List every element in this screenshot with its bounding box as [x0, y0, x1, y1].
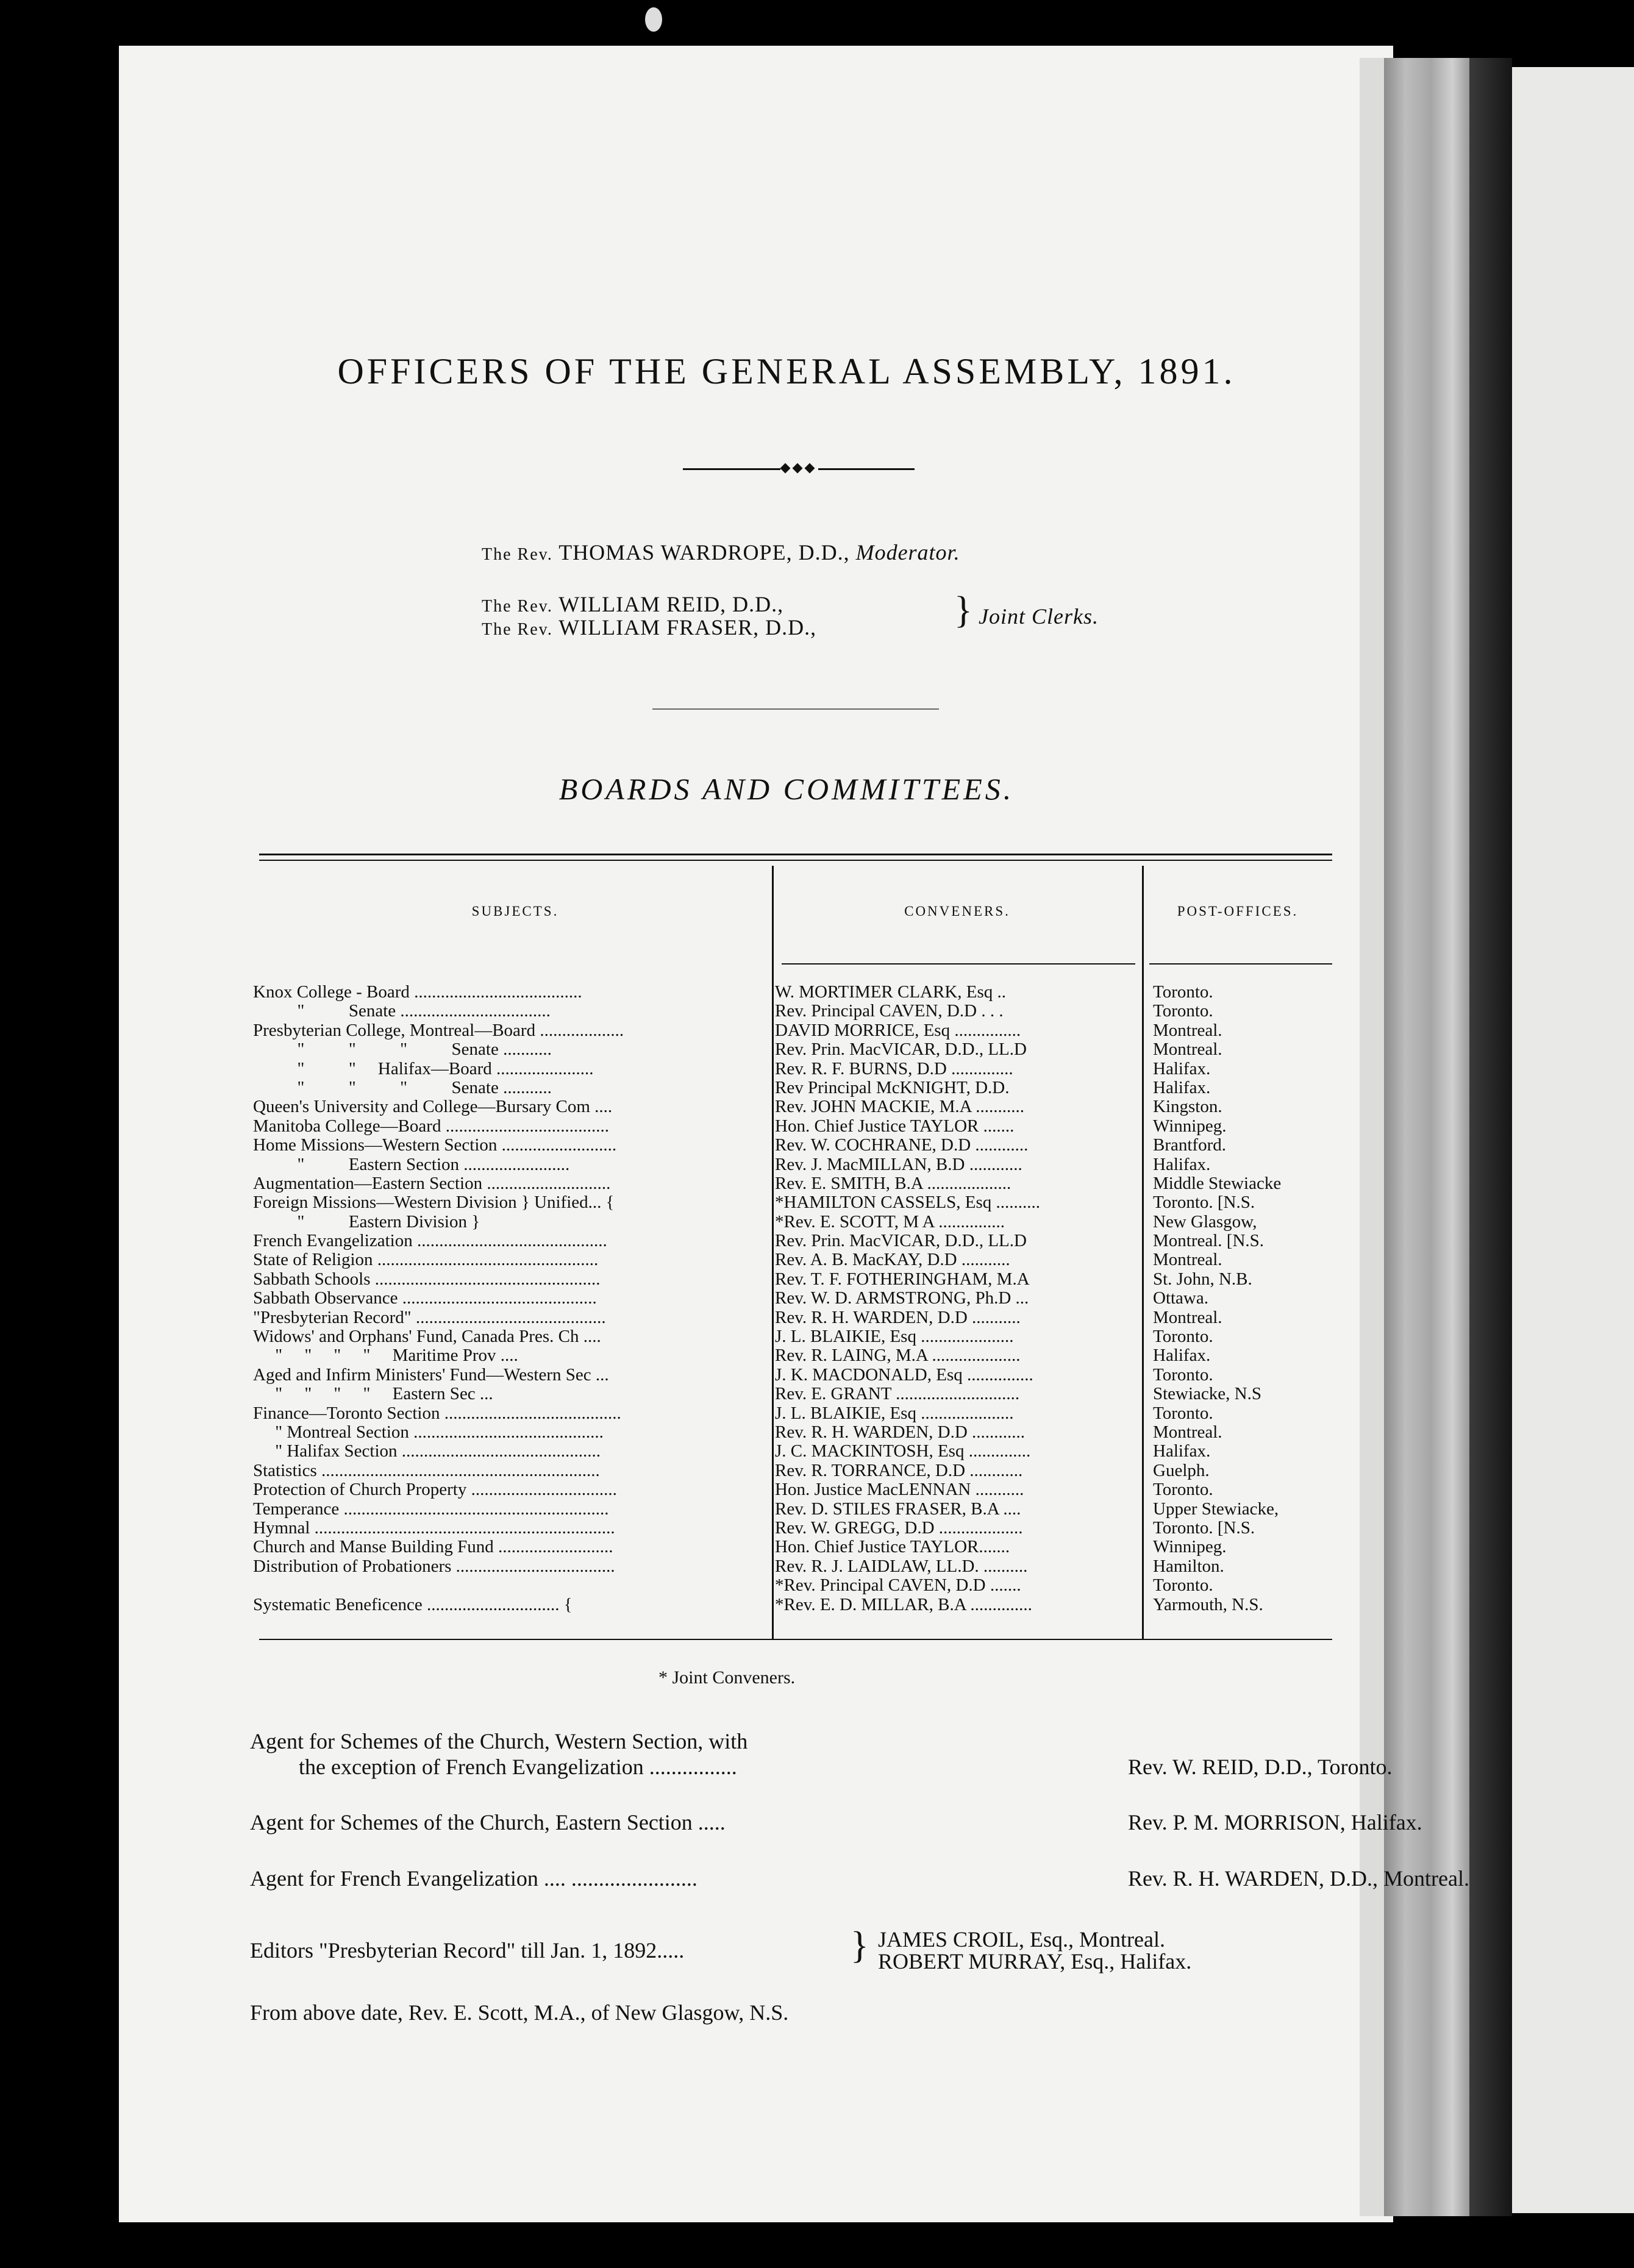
post-office-cell: St. John, N.B. [1153, 1269, 1252, 1289]
subject-cell: " Eastern Division } [253, 1212, 480, 1232]
subject-cell: Home Missions—Western Section .......................... [253, 1136, 617, 1155]
subject-cell: Hymnal .................................................................... [253, 1518, 615, 1538]
post-office-cell: Montreal. [1153, 1040, 1222, 1060]
page-edge [1360, 58, 1384, 2216]
subject-cell: Statistics ............................................................... [253, 1461, 600, 1480]
convener-cell: J. L. BLAIKIE, Esq ..................... [775, 1403, 1014, 1423]
subject-cell: "Presbyterian Record" ........................................... [253, 1308, 606, 1327]
clerk1-prefix: The Rev. [482, 597, 553, 616]
table-row [253, 1576, 1338, 1595]
table-row [253, 1461, 1338, 1480]
convener-cell: J. L. BLAIKIE, Esq ..................... [775, 1327, 1014, 1347]
clerk-line-2 [482, 615, 816, 640]
table-row [253, 1385, 1338, 1403]
table-bottom-rule [259, 1639, 1332, 1640]
post-office-cell: Hamilton. [1153, 1557, 1224, 1576]
subject-cell: " " " Senate ........... [253, 1040, 552, 1060]
table-row [253, 983, 1338, 1002]
subject-cell: Sabbath Observance ............................................ [253, 1289, 597, 1308]
table-row [253, 1327, 1338, 1346]
convener-cell: Rev. J. MacMILLAN, B.D ............ [775, 1155, 1022, 1174]
convener-cell: Rev. D. STILES FRASER, B.A .... [775, 1499, 1021, 1519]
convener-cell: J. K. MACDONALD, Esq ............... [775, 1365, 1033, 1385]
footnote: * Joint Conveners. [658, 1667, 796, 1688]
table-row [253, 1040, 1338, 1059]
post-office-cell: Middle Stewiacke [1153, 1174, 1282, 1193]
post-office-cell: Toronto. [1153, 983, 1213, 1002]
moderator-name: THOMAS WARDROPE, D.D., [558, 540, 850, 565]
editors [250, 1927, 1347, 1981]
header-rule-post [1149, 963, 1332, 965]
editors-name-1: JAMES CROIL, Esq., Montreal. [878, 1927, 1165, 1952]
post-office-cell: Toronto. [1153, 1480, 1213, 1500]
table-row [253, 1308, 1338, 1327]
table-row [253, 1117, 1338, 1136]
convener-cell: Rev. E. SMITH, B.A ................... [775, 1174, 1011, 1193]
subject-cell: Aged and Infirm Ministers' Fund—Western Sec ... [253, 1365, 609, 1385]
subject-cell: " Halifax Section ............................................. [253, 1442, 601, 1461]
moderator-role: Moderator. [855, 540, 960, 565]
post-office-cell: Toronto. [1153, 1002, 1213, 1021]
page-title: OFFICERS OF THE GENERAL ASSEMBLY, 1891. [337, 351, 1236, 391]
table-row [253, 1346, 1338, 1365]
convener-cell: Rev. R. J. LAIDLAW, LL.D. .......... [775, 1557, 1028, 1576]
convener-cell: Hon. Justice MacLENNAN ........... [775, 1480, 1024, 1500]
subject-cell: Protection of Church Property ................................. [253, 1480, 617, 1500]
header-rule-conveners [782, 963, 1135, 965]
post-office-cell: Montreal. [N.S. [1153, 1232, 1265, 1251]
convener-cell: Hon. Chief Justice TAYLOR ....... [775, 1116, 1015, 1136]
agent-french-label: Agent for French Evangelization .... ....................... [250, 1866, 697, 1891]
table-row [253, 1193, 1338, 1212]
table-row [253, 1136, 1338, 1155]
convener-cell: *Rev. Principal CAVEN, D.D ....... [775, 1576, 1021, 1596]
convener-cell: Rev. R. F. BURNS, D.D .............. [775, 1059, 1013, 1079]
table-row [253, 1213, 1338, 1232]
subject-cell: " " Halifax—Board ...................... [253, 1059, 594, 1079]
agent-eastern-label: Agent for Schemes of the Church, Eastern Section ..... [250, 1810, 726, 1835]
subject-cell: Church and Manse Building Fund .......................... [253, 1538, 613, 1557]
subject-cell: " Eastern Section ........................ [253, 1155, 570, 1174]
clerk1-name: WILLIAM REID, D.D., [558, 592, 784, 616]
header-subjects: SUBJECTS. [471, 904, 559, 919]
convener-cell: Rev. W. GREGG, D.D ................... [775, 1518, 1023, 1538]
clerks-role: Joint Clerks. [979, 604, 1099, 629]
agent-western-name: Rev. W. REID, D.D., Toronto. [1128, 1755, 1393, 1779]
convener-cell: *Rev. E. D. MILLAR, B.A .............. [775, 1595, 1032, 1614]
editors-brace: } [851, 1925, 869, 1966]
header-post-offices: POST-OFFICES. [1177, 904, 1299, 919]
subject-cell: Systematic Beneficence .............................. { [253, 1595, 573, 1614]
section-title: BOARDS AND COMMITTEES. [558, 772, 1015, 806]
subject-cell: " " " Senate ........... [253, 1078, 552, 1097]
scan-speck [645, 7, 662, 32]
table-row [253, 1155, 1338, 1174]
editors-label: Editors "Presbyterian Record" till Jan. 1, 1892..... [250, 1938, 685, 1963]
subject-cell: Distribution of Probationers .................................... [253, 1557, 615, 1576]
table-row [253, 1423, 1338, 1442]
subject-cell: Finance—Toronto Section ........................................ [253, 1403, 621, 1423]
post-office-cell: Toronto. [1153, 1576, 1213, 1596]
agent-western-line1: Agent for Schemes of the Church, Western Section, with [250, 1729, 748, 1753]
convener-cell: Rev. JOHN MACKIE, M.A ........... [775, 1097, 1024, 1117]
table-top-rule-2 [259, 860, 1332, 861]
committee-rows [253, 983, 1338, 1614]
agent-western [250, 1728, 1393, 1780]
convener-cell: Rev. R. TORRANCE, D.D ............ [775, 1461, 1023, 1480]
divider-rule [652, 708, 939, 710]
convener-cell: Rev. E. GRANT ............................ [775, 1385, 1020, 1404]
post-office-cell: Brantford. [1153, 1136, 1226, 1155]
table-row [253, 1021, 1338, 1040]
clerk2-name: WILLIAM FRASER, D.D., [558, 615, 817, 640]
table-row [253, 1250, 1338, 1269]
post-office-cell: Montreal. [1153, 1250, 1222, 1270]
table-top-rule [259, 854, 1332, 855]
post-office-cell: Stewiacke, N.S [1153, 1385, 1261, 1404]
convener-cell: Rev. R. H. WARDEN, D.D ........... [775, 1308, 1021, 1327]
post-office-cell: Halifax. [1153, 1346, 1211, 1366]
post-office-cell: Halifax. [1153, 1078, 1211, 1097]
convener-cell: Rev. A. B. MacKAY, D.D ........... [775, 1250, 1010, 1270]
convener-cell: W. MORTIMER CLARK, Esq .. [775, 983, 1007, 1002]
editors-name-2: ROBERT MURRAY, Esq., Halifax. [878, 1949, 1192, 1974]
post-office-cell: Halifax. [1153, 1155, 1211, 1174]
post-office-cell: Montreal. [1153, 1422, 1222, 1442]
post-office-cell: Halifax. [1153, 1059, 1211, 1079]
header-conveners: CONVENERS. [904, 904, 1010, 919]
post-office-cell: Winnipeg. [1153, 1538, 1227, 1557]
convener-cell: Rev. Principal CAVEN, D.D . . . [775, 1002, 1004, 1021]
spine-shadow [1469, 58, 1512, 2216]
agent-eastern-name: Rev. P. M. MORRISON, Halifax. [1128, 1810, 1422, 1835]
table-row [253, 1557, 1338, 1576]
table-row [253, 1480, 1338, 1499]
convener-cell: Rev. Prin. MacVICAR, D.D., LL.D [775, 1040, 1027, 1060]
table-row [253, 1366, 1338, 1385]
convener-cell: J. C. MACKINTOSH, Esq .............. [775, 1442, 1031, 1461]
convener-cell: Rev. R. H. WARDEN, D.D ............ [775, 1422, 1026, 1442]
subject-cell: " " " " Eastern Sec ... [253, 1385, 493, 1404]
subject-cell: Augmentation—Eastern Section ............................ [253, 1174, 611, 1193]
post-office-cell: Kingston. [1153, 1097, 1222, 1117]
table-row [253, 1289, 1338, 1308]
agent-french-name: Rev. R. H. WARDEN, D.D., Montreal. [1128, 1866, 1469, 1891]
convener-cell: Hon. Chief Justice TAYLOR....... [775, 1538, 1010, 1557]
post-office-cell: Toronto. [N.S. [1153, 1518, 1255, 1538]
table-row [253, 1500, 1338, 1519]
subject-cell: " Senate .................................. [253, 1002, 551, 1021]
subject-cell: " " " " Maritime Prov .... [253, 1346, 518, 1366]
subject-cell: Foreign Missions—Western Division } Unified... { [253, 1193, 615, 1213]
book-binding [1384, 58, 1469, 2216]
convener-cell: Rev. R. LAING, M.A .................... [775, 1346, 1021, 1366]
clerks-brace: } [954, 590, 972, 631]
convener-cell: *Rev. E. SCOTT, M A ............... [775, 1212, 1005, 1232]
post-office-cell: Winnipeg. [1153, 1116, 1227, 1136]
subject-cell: Sabbath Schools ................................................... [253, 1269, 601, 1289]
subject-cell: State of Religion .................................................. [253, 1250, 599, 1270]
convener-cell: Rev. T. F. FOTHERINGHAM, M.A [775, 1269, 1030, 1289]
convener-cell: *HAMILTON CASSELS, Esq .......... [775, 1193, 1041, 1213]
clerk2-prefix: The Rev. [482, 620, 553, 639]
subject-cell: Knox College - Board ...................................... [253, 983, 582, 1002]
post-office-cell: Halifax. [1153, 1442, 1211, 1461]
post-office-cell: Ottawa. [1153, 1289, 1208, 1308]
convener-cell: Rev Principal McKNIGHT, D.D. [775, 1078, 1010, 1097]
table-row [253, 1596, 1338, 1614]
convener-cell: Rev. W. D. ARMSTRONG, Ph.D ... [775, 1289, 1029, 1308]
subject-cell: Temperance ............................................................ [253, 1499, 609, 1519]
facing-page [1512, 67, 1634, 2213]
subject-cell: Widows' and Orphans' Fund, Canada Pres. Ch .... [253, 1327, 601, 1347]
post-office-cell: New Glasgow, [1153, 1212, 1257, 1232]
table-row [253, 1270, 1338, 1289]
table-row [253, 1079, 1338, 1097]
post-office-cell: Upper Stewiacke, [1153, 1499, 1279, 1519]
post-office-cell: Toronto. [1153, 1365, 1213, 1385]
table-row [253, 1538, 1338, 1557]
clerk-line-1 [482, 591, 783, 617]
closing-note: From above date, Rev. E. Scott, M.A., of New Glasgow, N.S. [250, 2000, 789, 2025]
subject-cell: Queen's University and College—Bursary Com .... [253, 1097, 613, 1117]
moderator-prefix: The Rev. [482, 545, 553, 564]
table-row [253, 1002, 1338, 1021]
post-office-cell: Toronto. [1153, 1327, 1213, 1347]
moderator-line [482, 540, 960, 565]
convener-cell: DAVID MORRICE, Esq ............... [775, 1021, 1021, 1040]
post-office-cell: Montreal. [1153, 1021, 1222, 1040]
agent-western-line2: the exception of French Evangelization ................ [299, 1755, 737, 1779]
agent-eastern [250, 1810, 1422, 1835]
table-row [253, 1442, 1338, 1461]
post-office-cell: Toronto. [1153, 1403, 1213, 1423]
convener-cell: Rev. W. COCHRANE, D.D ............ [775, 1136, 1029, 1155]
subject-cell: Manitoba College—Board ..................................... [253, 1116, 609, 1136]
agent-french [250, 1866, 1469, 1891]
table-row [253, 1232, 1338, 1250]
post-office-cell: Guelph. [1153, 1461, 1210, 1480]
subject-cell: French Evangelization ........................................... [253, 1232, 607, 1251]
post-office-cell: Montreal. [1153, 1308, 1222, 1327]
ornament-divider [683, 465, 915, 473]
subject-cell: Presbyterian College, Montreal—Board ................... [253, 1021, 624, 1040]
subject-cell: " Montreal Section ........................................... [253, 1422, 604, 1442]
table-row [253, 1519, 1338, 1538]
post-office-cell: Yarmouth, N.S. [1153, 1595, 1263, 1614]
post-office-cell: Toronto. [N.S. [1153, 1193, 1255, 1213]
table-row [253, 1174, 1338, 1193]
table-row [253, 1404, 1338, 1423]
table-row [253, 1097, 1338, 1116]
table-row [253, 1060, 1338, 1079]
convener-cell: Rev. Prin. MacVICAR, D.D., LL.D [775, 1232, 1027, 1251]
